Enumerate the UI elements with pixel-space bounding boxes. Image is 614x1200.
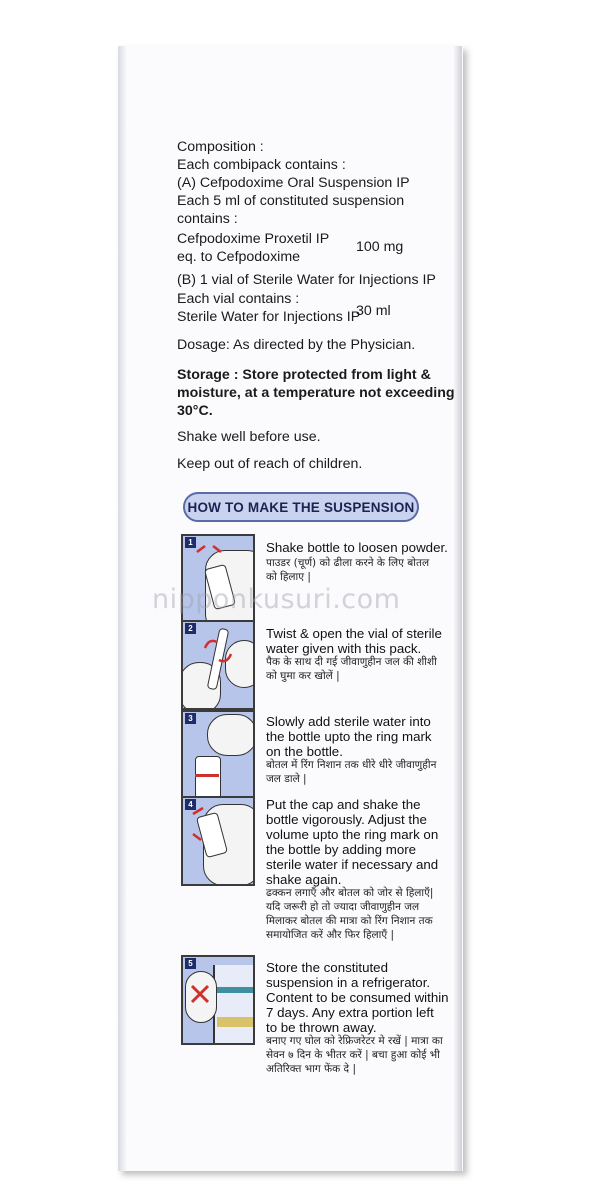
ring-mark-icon: [195, 774, 219, 777]
step-4-hindi: मिलाकर बोतल की मात्रा को रिंग निशान तक: [266, 915, 433, 927]
step-4-illustration: [181, 796, 255, 886]
shake-text: Shake well before use.: [177, 429, 321, 445]
step-1-text: Shake bottle to loosen powder.: [266, 540, 448, 555]
step-4-text: shake again.: [266, 872, 342, 887]
hand-icon: [207, 714, 255, 756]
watermark: nipponkusuri.com: [152, 584, 401, 615]
step-4-number: 4: [185, 799, 196, 810]
step-5-number: 5: [185, 958, 196, 969]
step-3-text: on the bottle.: [266, 744, 343, 759]
eq-value: 100 mg: [356, 239, 404, 255]
step-4-text: Put the cap and shake the: [266, 797, 421, 812]
step-5-hindi: अतिरिक्त भाग फेंक दे |: [266, 1063, 356, 1075]
step-5-hindi: बनाए गए घोल को रेफ्रिजरेटर मे रखें | मात्रा का: [266, 1035, 443, 1047]
vial-contains: Each vial contains :: [177, 291, 300, 307]
water-value: 30 ml: [356, 303, 391, 319]
step-1-hindi: पाउडर (चूर्ण) को ढीला करने के लिए बोतल: [266, 557, 430, 569]
storage-line: moisture, at a temperature not exceeding: [177, 385, 455, 401]
step-4-text: the bottle by adding more: [266, 842, 417, 857]
step-2-number: 2: [185, 623, 196, 634]
composition-heading: Composition :: [177, 139, 264, 155]
fridge-shelf-icon: [217, 987, 253, 993]
step-2-hindi: को घुमा कर खोलें |: [266, 670, 340, 682]
refrigerator-icon: [213, 965, 255, 1045]
step-4-text: bottle vigorously. Adjust the: [266, 812, 427, 827]
composition-line: (A) Cefpodoxime Oral Suspension IP: [177, 175, 410, 191]
step-3-text: the bottle upto the ring mark: [266, 729, 432, 744]
step-4-text: sterile water if necessary and: [266, 857, 439, 872]
step-3-number: 3: [185, 713, 196, 724]
step-5-text: Content to be consumed within: [266, 990, 449, 1005]
bottle-icon: [195, 756, 221, 800]
box-right-fold: [454, 46, 462, 1171]
step-1-number: 1: [185, 537, 196, 548]
composition-line: Each 5 ml of constituted suspension: [177, 193, 405, 209]
how-to-banner: [183, 492, 419, 522]
composition-line: Each combipack contains :: [177, 157, 346, 173]
water-label: Sterile Water for Injections IP: [177, 309, 361, 325]
step-5-illustration: [181, 955, 255, 1045]
keep-away-text: Keep out of reach of children.: [177, 456, 363, 472]
step-4-text: volume upto the ring mark on: [266, 827, 439, 842]
composition-line: contains :: [177, 211, 238, 227]
step-2-text: Twist & open the vial of sterile: [266, 626, 442, 641]
dosage-text: Dosage: As directed by the Physician.: [177, 337, 416, 353]
vial-line: (B) 1 vial of Sterile Water for Injections IP: [177, 272, 436, 288]
step-5-text: suspension in a refrigerator.: [266, 975, 431, 990]
step-3-hindi: बोतल में रिंग निशान तक धीरे धीरे जीवाणुहीन: [266, 759, 437, 771]
storage-line: Storage : Store protected from light &: [177, 367, 431, 383]
storage-line: 30°C.: [177, 403, 213, 419]
step-3-text: Slowly add sterile water into: [266, 714, 431, 729]
shake-arrows-icon: [189, 804, 217, 844]
step-5-text: to be thrown away.: [266, 1020, 377, 1035]
step-5-hindi: सेवन ७ दिन के भीतर करें | बचा हुआ कोई भी: [266, 1049, 440, 1061]
step-4-hindi: यदि जरूरी हो तो ज्यादा जीवाणुहीन जल: [266, 901, 420, 913]
step-2-illustration: [181, 620, 255, 710]
cross-icon: [189, 983, 211, 1005]
step-3-hindi: जल डाले |: [266, 773, 307, 785]
step-1-hindi: को हिलाए |: [266, 571, 311, 583]
eq-label: eq. to Cefpodoxime: [177, 249, 301, 265]
box-left-fold: [118, 46, 126, 1171]
step-4-hindi: ढक्कन लगाएँ और बोतल को जोर से हिलाएँ|: [266, 887, 434, 899]
shake-arrows-icon: [195, 542, 223, 556]
step-5-text: 7 days. Any extra portion left: [266, 1005, 434, 1020]
step-4-hindi: समायोजित करें और फिर हिलाएँ |: [266, 929, 395, 941]
step-5-text: Store the constituted: [266, 960, 388, 975]
step-2-hindi: पैक के साथ दी गई जीवाणुहीन जल की शीशी: [266, 656, 437, 668]
composition-line: Cefpodoxime Proxetil IP: [177, 231, 330, 247]
how-to-banner-label: HOW TO MAKE THE SUSPENSION: [187, 499, 415, 515]
step-2-text: water given with this pack.: [266, 641, 422, 656]
step-3-illustration: [181, 710, 255, 800]
fridge-shelf-icon: [217, 1017, 253, 1027]
twist-arrows-icon: [201, 636, 235, 666]
